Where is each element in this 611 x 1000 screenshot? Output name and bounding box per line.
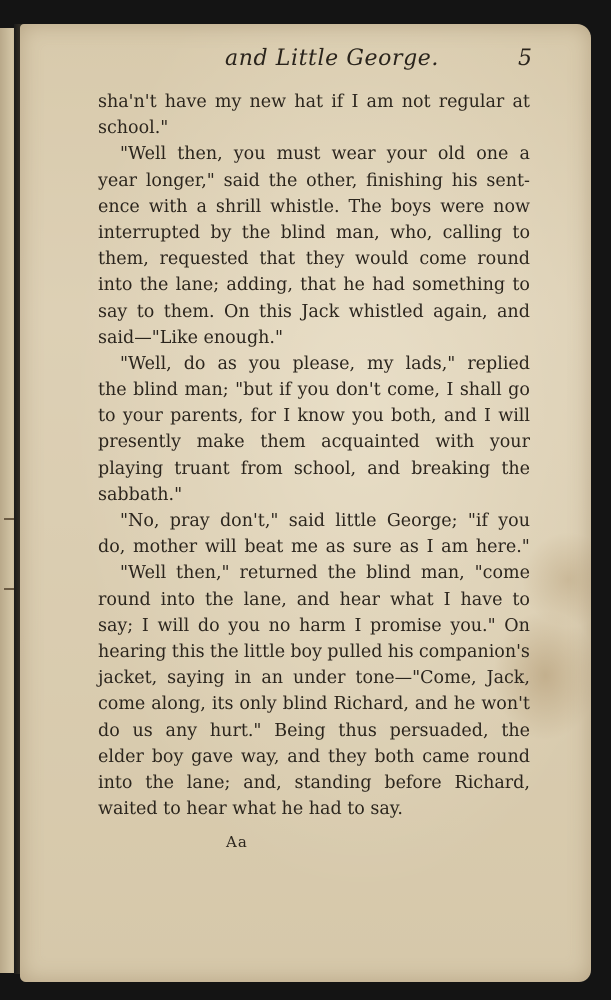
text-line: school." bbox=[98, 118, 169, 139]
text-line: come along, its only blind Richard, and he won't bbox=[98, 694, 530, 715]
text-line: sabbath." bbox=[98, 484, 183, 505]
text-line: elder boy gave way, and they both came round bbox=[98, 746, 530, 767]
text-line: hearing this the little boy pulled his companion's bbox=[98, 641, 530, 662]
text-line: jacket, saying in an under tone—"Come, Jack, bbox=[98, 668, 530, 689]
text-line: say to them. On this Jack whistled again, and bbox=[98, 301, 530, 322]
book-page bbox=[20, 24, 591, 982]
text-line: "No, pray don't," said little George; "if you bbox=[120, 511, 530, 531]
body-text bbox=[98, 89, 530, 822]
text-line: year longer," said the other, finishing his sent- bbox=[98, 170, 530, 191]
text-line: playing truant from school, and breaking the bbox=[98, 458, 530, 479]
signature-mark: Aa bbox=[226, 833, 248, 851]
page-number: 5 bbox=[518, 46, 532, 71]
text-line: said—"Like enough." bbox=[98, 327, 284, 348]
text-line: into the lane; and, standing before Richard, bbox=[98, 772, 530, 793]
text-line: round into the lane, and hear what I have to bbox=[98, 589, 530, 610]
running-header bbox=[20, 46, 591, 80]
text-line: say; I will do you no harm I promise you." On bbox=[98, 615, 530, 636]
text-line: interrupted by the blind man, who, calling to bbox=[98, 222, 530, 243]
text-line: them, requested that they would come round bbox=[98, 249, 530, 270]
text-line: do, mother will beat me as sure as I am here." bbox=[98, 537, 530, 558]
text-line: into the lane; adding, that he had something to bbox=[98, 275, 530, 296]
text-line: the blind man; "but if you don't come, I shall go bbox=[98, 380, 530, 401]
running-title: and Little George. bbox=[225, 46, 439, 71]
text-line: "Well then, you must wear your old one a bbox=[120, 144, 530, 165]
text-line: presently make them acquainted with your bbox=[98, 432, 530, 453]
text-line: "Well, do as you please, my lads," replied bbox=[120, 353, 530, 374]
text-line: ence with a shrill whistle. The boys were now bbox=[98, 196, 530, 217]
text-line: to your parents, for I know you both, and I will bbox=[98, 406, 530, 427]
text-line: "Well then," returned the blind man, "come bbox=[120, 563, 530, 584]
text-line: waited to hear what he had to say. bbox=[98, 799, 403, 820]
text-line: sha'n't have my new hat if I am not regular at bbox=[98, 92, 530, 112]
text-line: do us any hurt." Being thus persuaded, the bbox=[98, 720, 530, 741]
